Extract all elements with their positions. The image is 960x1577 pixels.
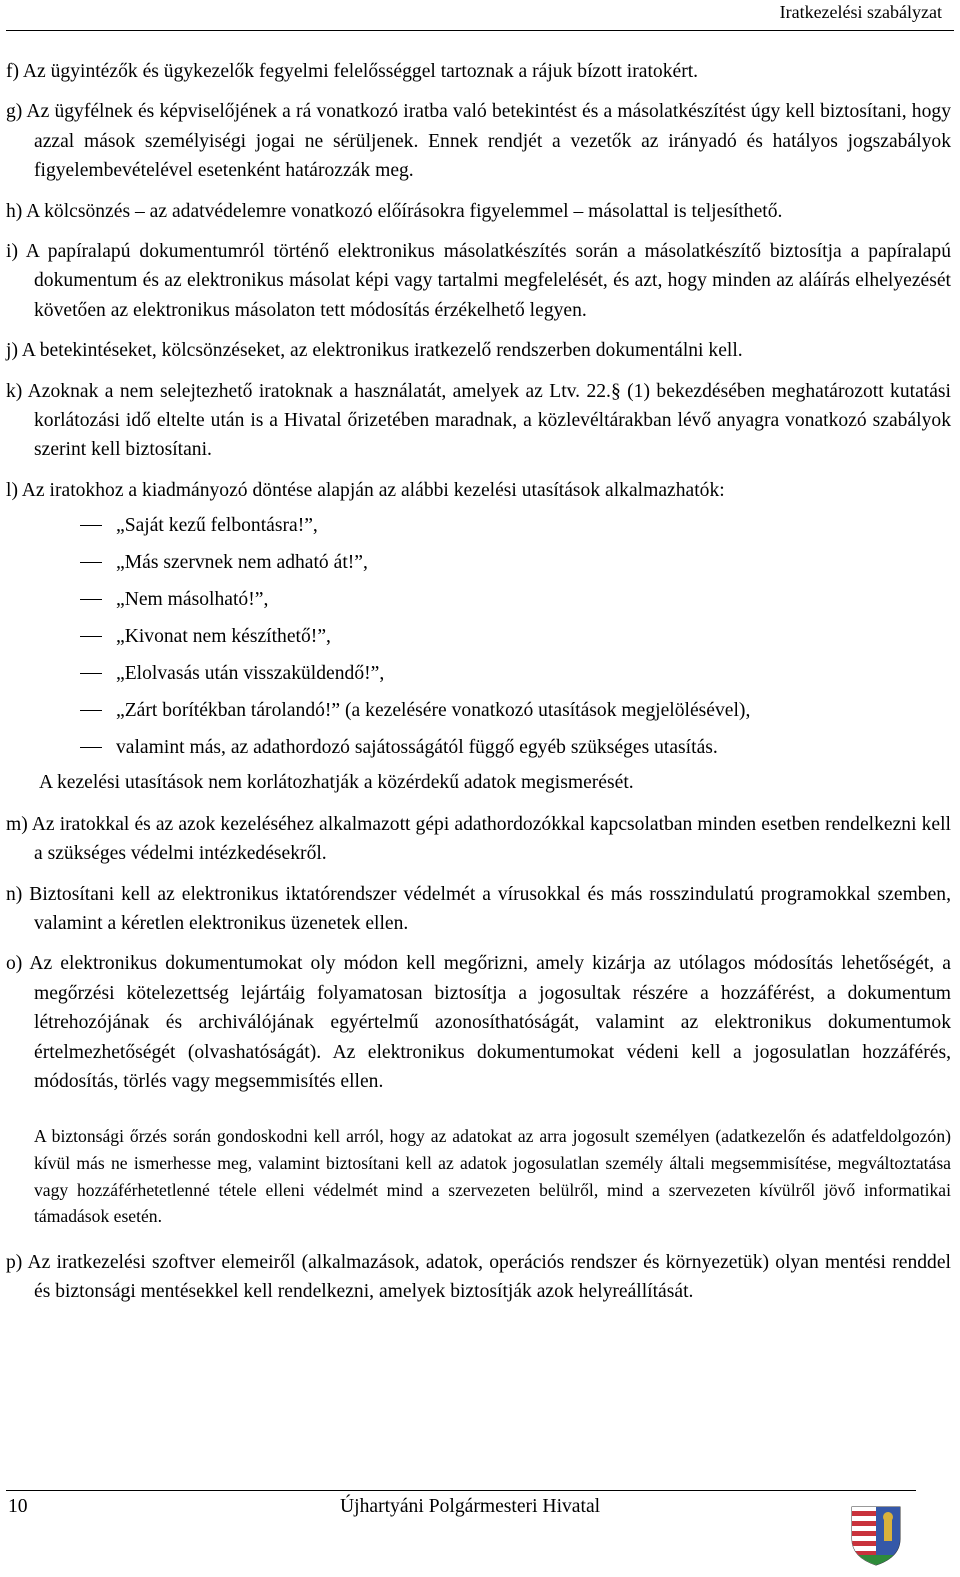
header-title: Iratkezelési szabályzat <box>779 2 942 22</box>
dash-bullet-icon <box>80 747 102 748</box>
dash-bullet-icon <box>80 562 102 563</box>
paragraph-f: f) Az ügyintézők és ügykezelők fegyelmi felelősséggel tartoznak a rájuk bízott iratokért. <box>6 61 699 82</box>
footer-divider <box>6 1490 916 1491</box>
list-item: „Zárt borítékban tárolandó!” (a kezelésére vonatkozó utasítások megjelölésével), <box>6 692 951 729</box>
paragraph-j: j) A betekintéseket, kölcsönzéseket, az elektronikus iratkezelő rendszerben dokumentálni kell. <box>6 340 743 362</box>
dash-bullet-icon <box>80 636 102 637</box>
document-body <box>6 57 951 1318</box>
footer-organization: Újhartyáni Polgármesteri Hivatal <box>340 1496 601 1517</box>
paragraph-l: l) Az iratokhoz a kiadmányozó döntése alapján az alábbi kezelési utasítások alkalmazhatók: <box>6 479 725 501</box>
instruction-note: A kezelési utasítások nem korlátozhatják a közérdekű adatok megismerését. <box>39 772 634 794</box>
security-note: A biztonsági őrzés során gondoskodni kell arról, hogy az adatokat az arra jogosult személyen (adatkezelőn és adatfeldolgozón) kívül más ne ismerhesse meg, valamint biztosítani kell az adatok jogosulatlan személy általi megsemmisítése, megváltoztatása vagy hozzáférhetetlenné tétele elleni védelmét mind a szervezeten belülről, mind a szervezeten kívülről jövő informatikai támadások esetén. <box>34 1126 951 1227</box>
list-item: „Kivonat nem készíthető!”, <box>6 618 951 655</box>
coat-of-arms-icon <box>850 1505 902 1567</box>
paragraph-i: i) A papíralapú dokumentumról történő elektronikus másolatkészítés során a másolatkészítő biztosítja a papíralapú dokumentum és az elektronikus másolat képi vagy tartalmi megfelelését, és azt, hogy minden az aláírás elhelyezését követően az elektronikus másolaton tett módosítás érzékelhető legyen. <box>6 241 951 321</box>
paragraph-m: m) Az iratokkal és az azok kezeléséhez alkalmazott gépi adathordozókkal kapcsolatban minden esetben rendelkezni kell a szükséges védelmi intézkedésekről. <box>6 813 951 865</box>
handling-instructions-list <box>6 507 951 766</box>
paragraph-p: p) Az iratkezelési szoftver elemeiről (alkalmazások, adatok, operációs rendszer és környezetük) olyan mentési renddel és biztonsági mentésekkel kell rendelkezni, amelyek biztosítják azok helyreállítását. <box>6 1251 951 1303</box>
list-item: „Elolvasás után visszaküldendő!”, <box>6 655 951 692</box>
header-divider <box>6 30 954 31</box>
dash-bullet-icon <box>80 599 102 600</box>
paragraph-h: h) A kölcsönzés – az adatvédelemre vonatkozó előírásokra figyelemmel – másolattal is teljesíthető. <box>6 200 783 222</box>
list-item: „Saját kezű felbontásra!”, <box>6 507 951 544</box>
paragraph-g: g) Az ügyfélnek és képviselőjének a rá vonatkozó iratba való betekintést és a másolatkészítést úgy kell biztosítani, hogy azzal mások személyiségi jogai ne sérüljenek. Ennek rendjét a vezetők az irányadó és hatályos jogszabályok figyelembevételével esetenként határozzák meg. <box>6 101 951 182</box>
paragraph-n: n) Biztosítani kell az elektronikus iktatórendszer védelmét a vírusokkal és más rosszindulatú programokkal szemben, valamint a kéretlen elektronikus üzenetek ellen. <box>6 883 951 934</box>
dash-bullet-icon <box>80 673 102 674</box>
paragraph-k: k) Azoknak a nem selejtezhető iratoknak a használatát, amelyek az Ltv. 22.§ (1) bekezdésében meghatározott kutatási korlátozási idő eltelte után is a Hivatal őrizetében maradnak, a közlevéltárakban lévő anyagra vonatkozó szabályok szerint kell biztosítani. <box>6 380 951 461</box>
page-number: 10 <box>8 1496 28 1517</box>
paragraph-o: o) Az elektronikus dokumentumokat oly módon kell megőrizni, amely kizárja az utólagos módosítás lehetőségét, a megőrzési kötelezettség lejártáig folyamatosan biztosítja a jogosultak részére a hozzáférést, a dokumentum létrehozójának és archiválójának egyértelmű azonosíthatóságát, valamint az elektronikus dokumentumok értelmezhetőségét (olvashatóságát). Az elektronikus dokumentumokat védeni kell a jogosulatlan hozzáférés, módosítás, törlés vagy megsemmisítés ellen. <box>6 953 951 1092</box>
list-item: „Más szervnek nem adható át!”, <box>6 544 951 581</box>
dash-bullet-icon <box>80 525 102 526</box>
list-item: valamint más, az adathordozó sajátosságától függő egyéb szükséges utasítás. <box>6 729 951 766</box>
dash-bullet-icon <box>80 710 102 711</box>
list-item: „Nem másolható!”, <box>6 581 951 618</box>
